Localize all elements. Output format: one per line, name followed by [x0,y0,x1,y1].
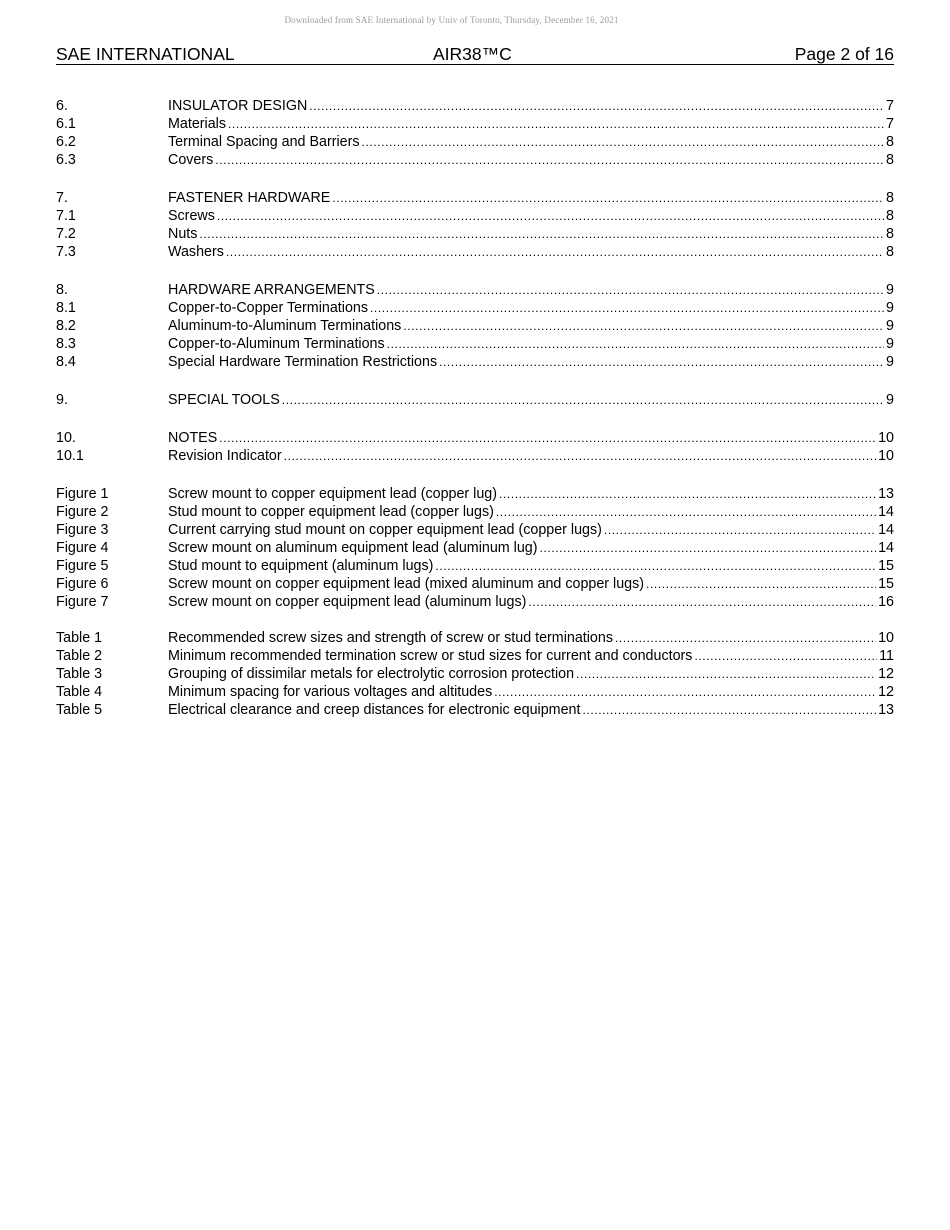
toc-entry[interactable] [56,557,894,575]
toc-entry-title: Covers [168,152,214,168]
toc-entry[interactable] [56,335,894,353]
toc-entry-page: 9 [886,336,894,352]
toc-dot-leader [362,133,885,151]
toc-entry-title: Revision Indicator [168,448,282,464]
toc-entry-number: Figure 3 [56,522,109,538]
toc-entry-page: 9 [886,354,894,370]
toc-entry-number: Figure 4 [56,540,109,556]
toc-entry[interactable] [56,503,894,521]
toc-entry[interactable] [56,701,894,719]
toc-entry-title: Recommended screw sizes and strength of screw or stud terminations [168,630,613,646]
toc-dot-leader [576,665,876,683]
table-of-contents [56,97,894,739]
toc-entry-title: Screws [168,208,215,224]
toc-entry[interactable] [56,539,894,557]
toc-entry-page: 8 [886,152,894,168]
toc-entry-number: Figure 2 [56,504,109,520]
toc-entry-page: 10 [878,430,894,446]
toc-entry-number: Table 4 [56,684,103,700]
toc-entry[interactable] [56,317,894,335]
toc-entry[interactable] [56,151,894,169]
toc-entry-page: 10 [878,630,894,646]
toc-entry-page: 7 [886,98,894,114]
toc-entry-number: 8. [56,282,68,298]
toc-entry-page: 7 [886,116,894,132]
toc-entry-number: Table 5 [56,702,103,718]
toc-entry-title: Electrical clearance and creep distances for electronic equipment [168,702,581,718]
toc-entry-title: Screw mount on copper equipment lead (mixed aluminum and copper lugs) [168,576,645,592]
toc-entry-number: Table 3 [56,666,103,682]
toc-entry-page: 11 [879,648,894,664]
toc-entry-number: 6.1 [56,116,76,132]
toc-entry[interactable] [56,647,894,665]
toc-entry-title: Stud mount to equipment (aluminum lugs) [168,558,434,574]
toc-dot-leader [540,539,877,557]
toc-dot-leader [439,353,884,371]
toc-entry-title: Copper-to-Aluminum Terminations [168,336,385,352]
toc-dot-leader [615,629,876,647]
toc-entry-page: 13 [878,486,894,502]
toc-entry-title: NOTES [168,430,218,446]
toc-entry-page: 8 [886,208,894,224]
toc-entry-title: Materials [168,116,226,132]
toc-dot-leader [499,485,876,503]
toc-entry-page: 8 [886,244,894,260]
toc-dot-leader [228,115,884,133]
toc-entry-number: 7.2 [56,226,76,242]
toc-entry[interactable] [56,353,894,371]
toc-entry-page: 14 [878,522,894,538]
toc-section [56,391,894,409]
toc-dot-leader [403,317,884,335]
toc-entry[interactable] [56,593,894,611]
toc-entry-number: 9. [56,392,68,408]
header-organization: SAE INTERNATIONAL [56,44,235,64]
toc-entry-page: 15 [878,558,894,574]
toc-dot-leader [387,335,884,353]
toc-dot-leader [284,447,876,465]
toc-entry-number: 8.1 [56,300,76,316]
toc-entry-number: 10. [56,430,76,446]
toc-section [56,429,894,465]
toc-entry[interactable] [56,447,894,465]
toc-entry-number: Figure 7 [56,594,109,610]
toc-entry-page: 9 [886,318,894,334]
toc-entry[interactable] [56,299,894,317]
toc-entry-number: 7.3 [56,244,76,260]
toc-dot-leader [215,151,884,169]
toc-entry[interactable] [56,485,894,503]
toc-entry-page: 8 [886,134,894,150]
toc-entry[interactable] [56,243,894,261]
toc-entry-page: 9 [886,392,894,408]
toc-entry[interactable] [56,133,894,151]
toc-entry-title: Stud mount to copper equipment lead (copper lugs) [168,504,494,520]
toc-dot-leader [370,299,884,317]
toc-dot-leader [582,701,876,719]
toc-entry[interactable] [56,521,894,539]
toc-dot-leader [646,575,876,593]
toc-entry-title: SPECIAL TOOLS [168,392,280,408]
toc-entry-number: Figure 1 [56,486,109,502]
toc-entry-page: 10 [878,448,894,464]
toc-entry[interactable] [56,207,894,225]
toc-entry-title: Nuts [168,226,198,242]
toc-dot-leader [604,521,876,539]
toc-entry-number: 8.3 [56,336,76,352]
toc-dot-leader [199,225,884,243]
toc-section [56,97,894,169]
toc-entry-number: 7. [56,190,68,206]
toc-entry[interactable] [56,629,894,647]
toc-entry-page: 8 [886,226,894,242]
toc-entry-title: Terminal Spacing and Barriers [168,134,360,150]
toc-entry[interactable] [56,225,894,243]
toc-entry-title: Special Hardware Termination Restrictions [168,354,438,370]
toc-entry-page: 9 [886,300,894,316]
toc-entry[interactable] [56,189,894,207]
toc-dot-leader [282,391,884,409]
toc-dot-leader [309,97,884,115]
toc-entry[interactable] [56,391,894,409]
header-document-id: AIR38™C [433,44,512,64]
toc-entry-number: 6.2 [56,134,76,150]
toc-entry[interactable] [56,575,894,593]
toc-entry-number: 8.4 [56,354,76,370]
toc-entry[interactable] [56,665,894,683]
toc-entry[interactable] [56,683,894,701]
toc-entry-title: FASTENER HARDWARE [168,190,331,206]
toc-dot-leader [494,683,876,701]
toc-entry-title: HARDWARE ARRANGEMENTS [168,282,375,298]
toc-entry-page: 12 [878,666,894,682]
page-header [56,44,894,65]
toc-dot-leader [694,647,877,665]
toc-entry-page: 16 [878,594,894,610]
toc-entry[interactable] [56,115,894,133]
toc-entry-page: 14 [878,504,894,520]
toc-entry-number: Table 2 [56,648,103,664]
toc-entry-title: Washers [168,244,224,260]
download-watermark: Downloaded from SAE International by Univ of Toronto, Thursday, December 16, 2021 [284,15,619,25]
toc-dot-leader [219,429,876,447]
toc-dot-leader [332,189,884,207]
toc-entry-number: 6.3 [56,152,76,168]
toc-entry-number: 6. [56,98,68,114]
toc-dot-leader [496,503,876,521]
toc-dot-leader [528,593,876,611]
toc-entry-page: 12 [878,684,894,700]
toc-section [56,281,894,371]
toc-entry-title: Aluminum-to-Aluminum Terminations [168,318,402,334]
toc-dot-leader [217,207,884,225]
toc-entry-page: 14 [878,540,894,556]
toc-dot-leader [226,243,884,261]
toc-entry-title: INSULATOR DESIGN [168,98,308,114]
toc-entry-page: 13 [878,702,894,718]
toc-entry-page: 15 [878,576,894,592]
toc-entry-title: Grouping of dissimilar metals for electrolytic corrosion protection [168,666,575,682]
toc-section [56,629,894,719]
toc-entry-number: 8.2 [56,318,76,334]
toc-dot-leader [377,281,884,299]
toc-entry-title: Screw mount on copper equipment lead (aluminum lugs) [168,594,527,610]
toc-entry-title: Minimum spacing for various voltages and altitudes [168,684,493,700]
toc-entry-number: Table 1 [56,630,103,646]
toc-entry-title: Current carrying stud mount on copper equipment lead (copper lugs) [168,522,602,538]
toc-entry[interactable] [56,97,894,115]
header-page-number: Page 2 of 16 [794,44,894,64]
toc-entry[interactable] [56,281,894,299]
toc-section [56,485,894,611]
toc-dot-leader [435,557,876,575]
toc-entry-number: 7.1 [56,208,76,224]
toc-entry-number: Figure 5 [56,558,109,574]
toc-entry-title: Minimum recommended termination screw or stud sizes for current and conductors [168,648,693,664]
toc-entry-number: Figure 6 [56,576,109,592]
toc-entry[interactable] [56,429,894,447]
toc-entry-page: 8 [886,190,894,206]
toc-entry-title: Copper-to-Copper Terminations [168,300,368,316]
toc-entry-page: 9 [886,282,894,298]
toc-entry-number: 10.1 [56,448,84,464]
toc-entry-title: Screw mount to copper equipment lead (copper lug) [168,486,498,502]
toc-section [56,189,894,261]
toc-entry-title: Screw mount on aluminum equipment lead (aluminum lug) [168,540,538,556]
